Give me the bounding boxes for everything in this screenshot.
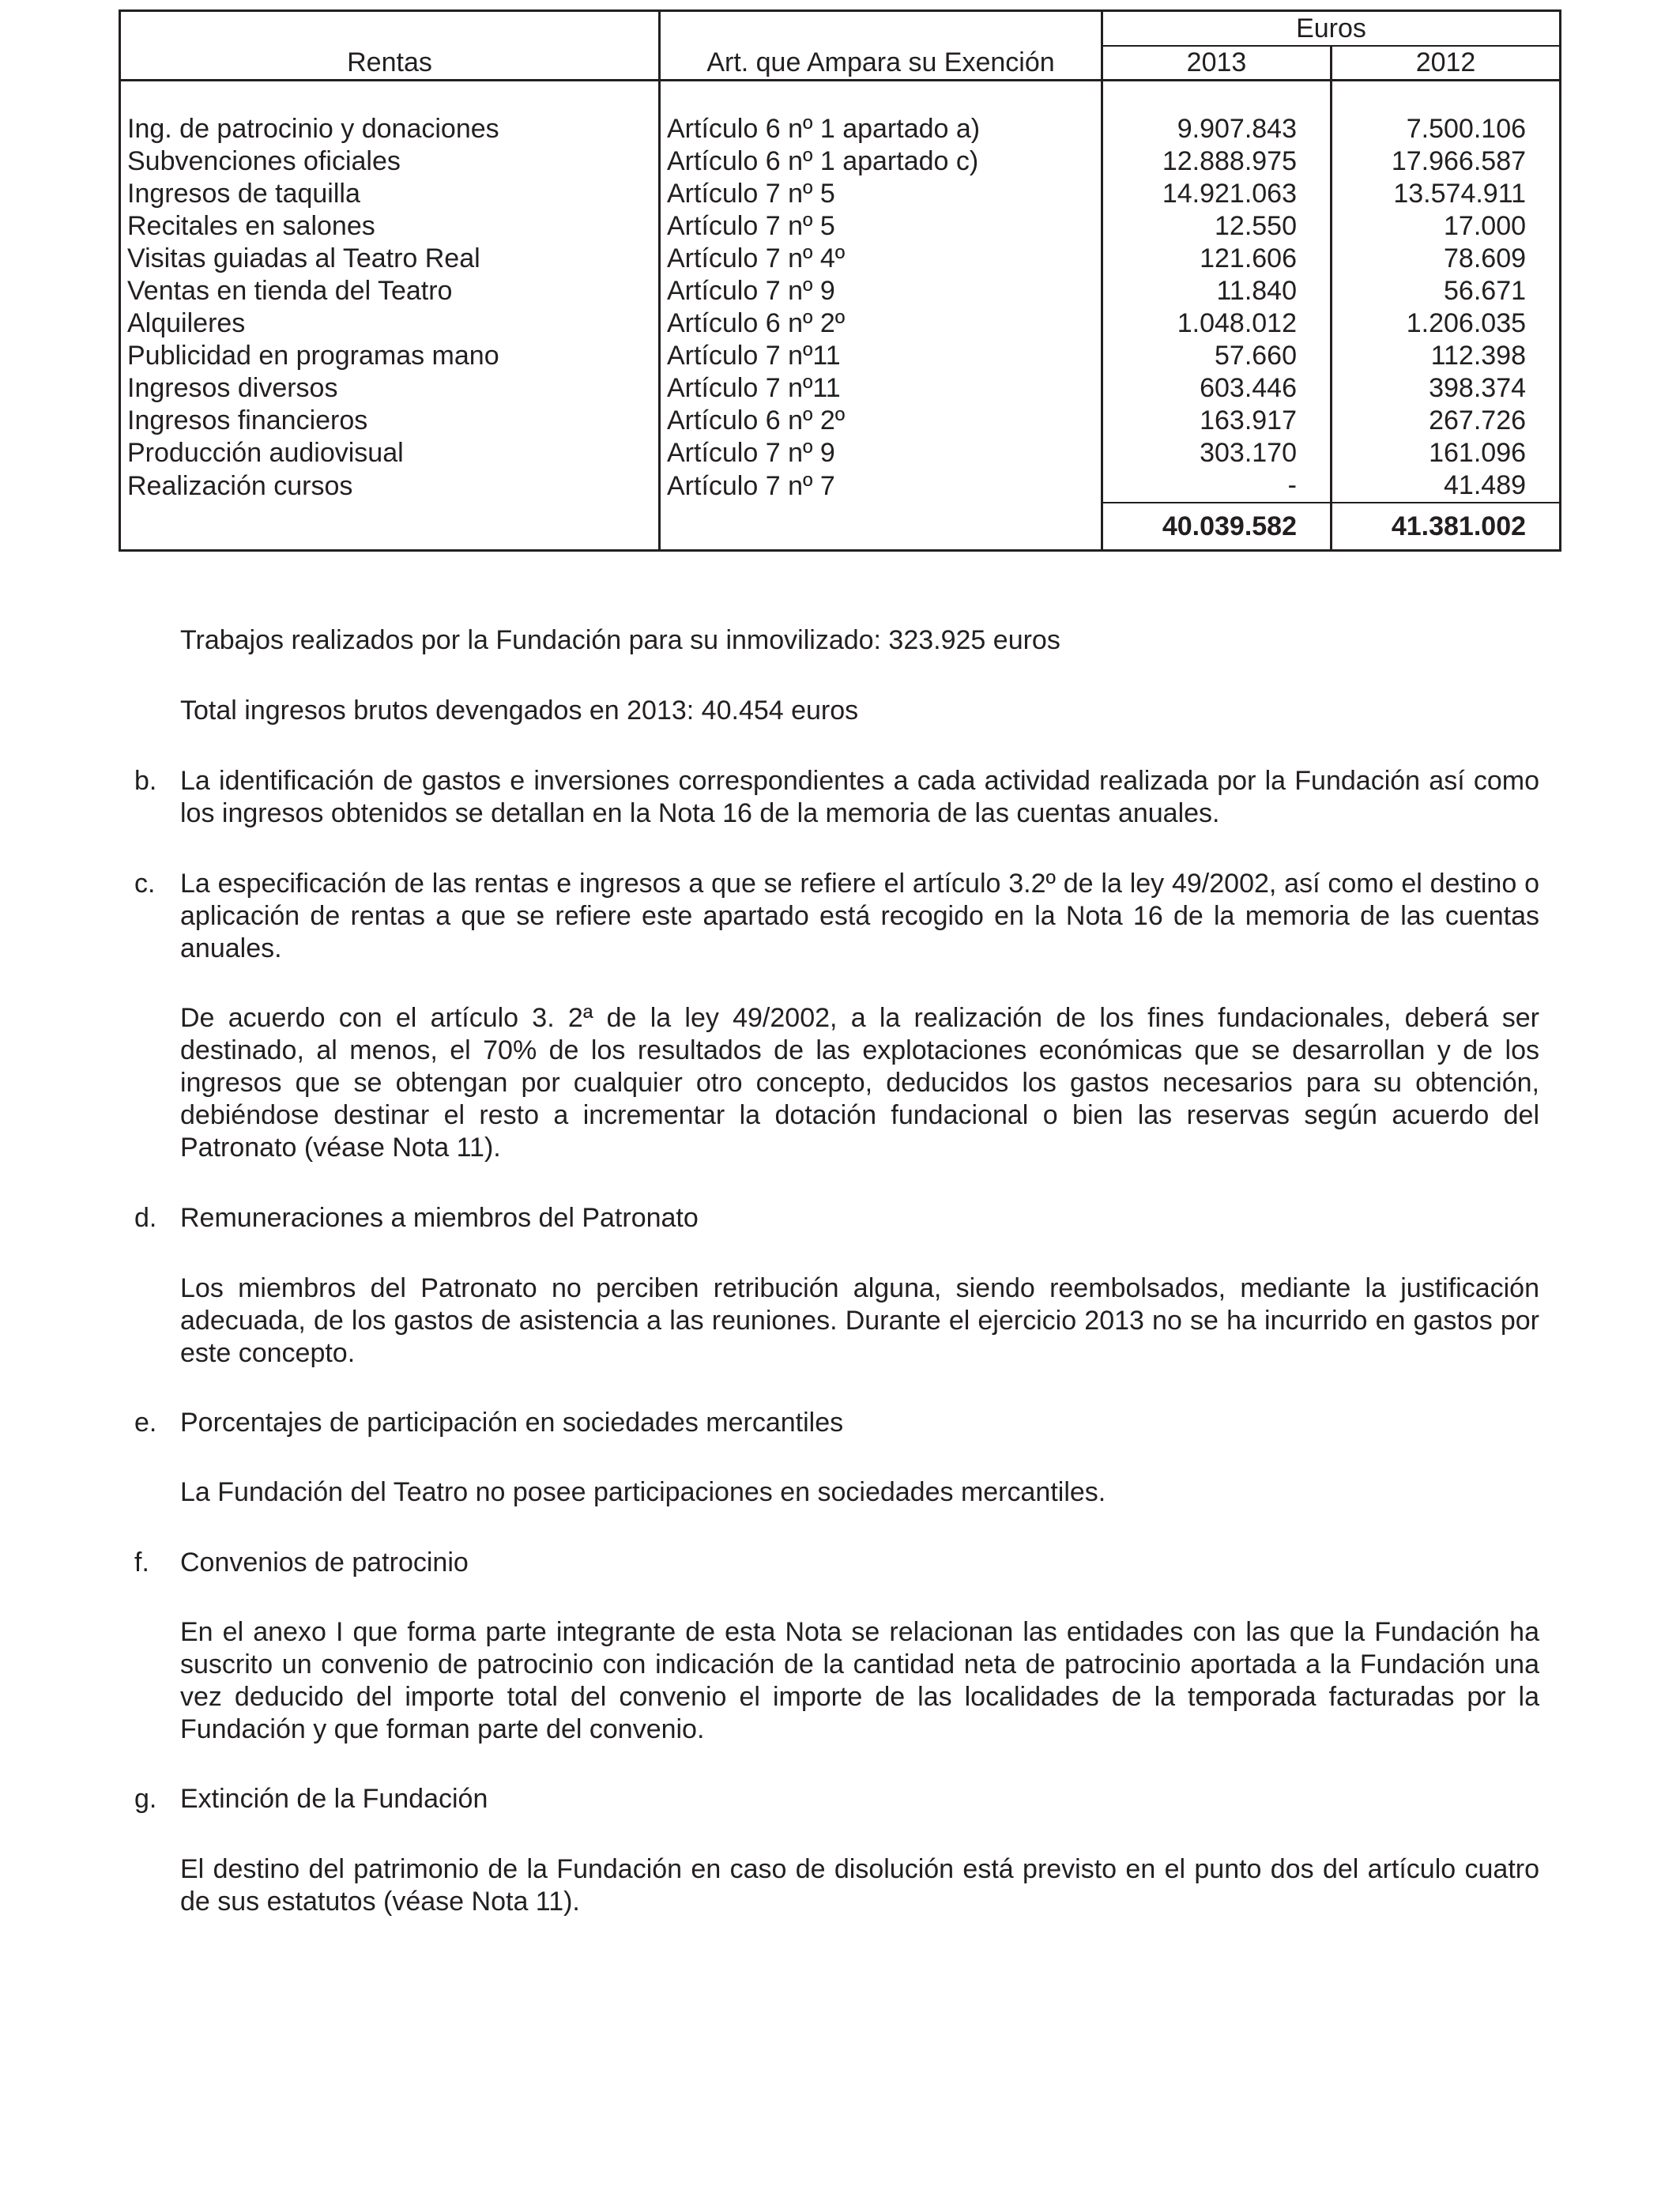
- cell-renta: Ingresos diversos: [120, 372, 660, 405]
- cell-2013: 12.888.975: [1102, 145, 1332, 178]
- cell-articulo: Artículo 7 nº 5: [660, 210, 1102, 243]
- header-2013: 2013: [1102, 46, 1332, 81]
- cell-articulo: Artículo 7 nº11: [660, 340, 1102, 372]
- total-2012: 41.381.002: [1332, 503, 1561, 551]
- section-label-d: d.: [134, 1203, 157, 1233]
- section-f-title: Convenios de patrocinio: [180, 1547, 469, 1578]
- cell-articulo: Artículo 6 nº 1 apartado a): [660, 113, 1102, 145]
- section-g-title: Extinción de la Fundación: [180, 1784, 488, 1814]
- header-spacer: [660, 11, 1102, 47]
- cell-2013: 603.446: [1102, 372, 1332, 405]
- cell-2012: 1.206.035: [1332, 307, 1561, 340]
- table-total-row: [120, 503, 1561, 551]
- cell-articulo: Artículo 7 nº 5: [660, 178, 1102, 210]
- header-euros: Euros: [1102, 11, 1561, 47]
- section-d-title: Remuneraciones a miembros del Patronato: [180, 1203, 699, 1233]
- table-row: [120, 145, 1561, 178]
- section-c-text: La especificación de las rentas e ingresos a que se refiere el artículo 3.2º de la ley 49/2002, así como el destino o aplicación de rentas a que se refiere este apartado está recogido en la Nota 16 de la memoria de las cuentas anuales.: [180, 869, 1539, 963]
- cell-articulo: Artículo 6 nº 2º: [660, 405, 1102, 437]
- table-row: [120, 178, 1561, 210]
- table-row: [120, 469, 1561, 503]
- cell-articulo: Artículo 6 nº 1 apartado c): [660, 145, 1102, 178]
- table-row: [120, 372, 1561, 405]
- table-row: [120, 243, 1561, 275]
- cell-renta: Publicidad en programas mano: [120, 340, 660, 372]
- cell-articulo: Artículo 7 nº 9: [660, 437, 1102, 469]
- header-2012: 2012: [1332, 46, 1561, 81]
- cell-2012: 267.726: [1332, 405, 1561, 437]
- cell-2013: 121.606: [1102, 243, 1332, 275]
- cell-2012: 17.966.587: [1332, 145, 1561, 178]
- cell-2012: 17.000: [1332, 210, 1561, 243]
- header-spacer: [120, 11, 660, 47]
- cell-2012: 161.096: [1332, 437, 1561, 469]
- cell-articulo: Artículo 7 nº 7: [660, 469, 1102, 503]
- total-ingresos-line: Total ingresos brutos devengados en 2013: 40.454 euros: [180, 696, 859, 726]
- total-2013: 40.039.582: [1102, 503, 1332, 551]
- cell-renta: Ingresos de taquilla: [120, 178, 660, 210]
- rentas-table: [119, 9, 1561, 552]
- cell-renta: Realización cursos: [120, 469, 660, 503]
- cell-2012: 398.374: [1332, 372, 1561, 405]
- table-header-row: [120, 46, 1561, 81]
- table-row: [120, 437, 1561, 469]
- section-e-text: La Fundación del Teatro no posee participaciones en sociedades mercantiles.: [180, 1477, 1106, 1507]
- cell-renta: Producción audiovisual: [120, 437, 660, 469]
- cell-renta: Recitales en salones: [120, 210, 660, 243]
- header-rentas: Rentas: [120, 46, 660, 81]
- cell-2012: 112.398: [1332, 340, 1561, 372]
- section-c-paragraph-2: De acuerdo con el artículo 3. 2ª de la ley 49/2002, a la realización de los fines fundacionales, deberá ser destinado, al menos, el 70% de los resultados de las explotaciones económicas que se desarrollan y de los ingresos que se obtengan por cualquier otro concepto, deducidos los gastos necesarios para su obtención, debiéndose destinar el resto a incrementar la dotación fundacional o bien las reservas según acuerdo del Patronato (véase Nota 11).: [180, 1003, 1539, 1163]
- cell-2012: 13.574.911: [1332, 178, 1561, 210]
- cell-articulo: Artículo 7 nº 4º: [660, 243, 1102, 275]
- cell-2012: 56.671: [1332, 275, 1561, 307]
- cell-2013: 303.170: [1102, 437, 1332, 469]
- cell-2012: 78.609: [1332, 243, 1561, 275]
- table-row: [120, 340, 1561, 372]
- cell-articulo: Artículo 6 nº 2º: [660, 307, 1102, 340]
- trabajos-line: Trabajos realizados por la Fundación para su inmovilizado: 323.925 euros: [180, 625, 1060, 655]
- cell-renta: Ventas en tienda del Teatro: [120, 275, 660, 307]
- cell-articulo: Artículo 7 nº11: [660, 372, 1102, 405]
- total-spacer: [660, 503, 1102, 551]
- table-header-row-top: [120, 11, 1561, 47]
- cell-renta: Ing. de patrocinio y donaciones: [120, 113, 660, 145]
- cell-2013: 1.048.012: [1102, 307, 1332, 340]
- cell-2013: 163.917: [1102, 405, 1332, 437]
- cell-2012: 7.500.106: [1332, 113, 1561, 145]
- cell-2012: 41.489: [1332, 469, 1561, 503]
- table-row: [120, 307, 1561, 340]
- cell-2013: 9.907.843: [1102, 113, 1332, 145]
- table-spacer-row: [120, 81, 1561, 114]
- table-row: [120, 405, 1561, 437]
- total-spacer: [120, 503, 660, 551]
- cell-renta: Alquileres: [120, 307, 660, 340]
- cell-renta: Visitas guiadas al Teatro Real: [120, 243, 660, 275]
- cell-articulo: Artículo 7 nº 9: [660, 275, 1102, 307]
- section-f-text: En el anexo I que forma parte integrante de esta Nota se relacionan las entidades con las que la Fundación ha suscrito un convenio de patrocinio con indicación de la cantidad neta de patrocinio aportada a la Fundación una vez deducido del importe total del convenio el importe de las localidades de la temporada facturadas por la Fundación y que forman parte del convenio.: [180, 1617, 1539, 1744]
- section-label-b: b.: [134, 766, 157, 796]
- cell-renta: Ingresos financieros: [120, 405, 660, 437]
- cell-2013: 57.660: [1102, 340, 1332, 372]
- table-row: [120, 210, 1561, 243]
- section-label-g: g.: [134, 1784, 157, 1814]
- table-row: [120, 275, 1561, 307]
- cell-2013: -: [1102, 469, 1332, 503]
- cell-2013: 14.921.063: [1102, 178, 1332, 210]
- cell-renta: Subvenciones oficiales: [120, 145, 660, 178]
- cell-2013: 11.840: [1102, 275, 1332, 307]
- section-e-title: Porcentajes de participación en sociedades mercantiles: [180, 1408, 844, 1438]
- section-d-text: Los miembros del Patronato no perciben retribución alguna, siendo reembolsados, mediante la justificación adecuada, de los gastos de asistencia a las reuniones. Durante el ejercicio 2013 no se ha incurrido en gastos por este concepto.: [180, 1273, 1539, 1368]
- header-articulo: Art. que Ampara su Exención: [660, 46, 1102, 81]
- section-b-text: La identificación de gastos e inversiones correspondientes a cada actividad realizada por la Fundación así como los ingresos obtenidos se detallan en la Nota 16 de la memoria de las cuentas anuales.: [180, 766, 1539, 828]
- section-label-f: f.: [134, 1547, 149, 1578]
- section-label-c: c.: [134, 869, 156, 899]
- section-g-text: El destino del patrimonio de la Fundación en caso de disolución está previsto en el punto dos del artículo cuatro de sus estatutos (véase Nota 11).: [180, 1854, 1539, 1917]
- cell-2013: 12.550: [1102, 210, 1332, 243]
- section-label-e: e.: [134, 1408, 157, 1438]
- table-row: [120, 113, 1561, 145]
